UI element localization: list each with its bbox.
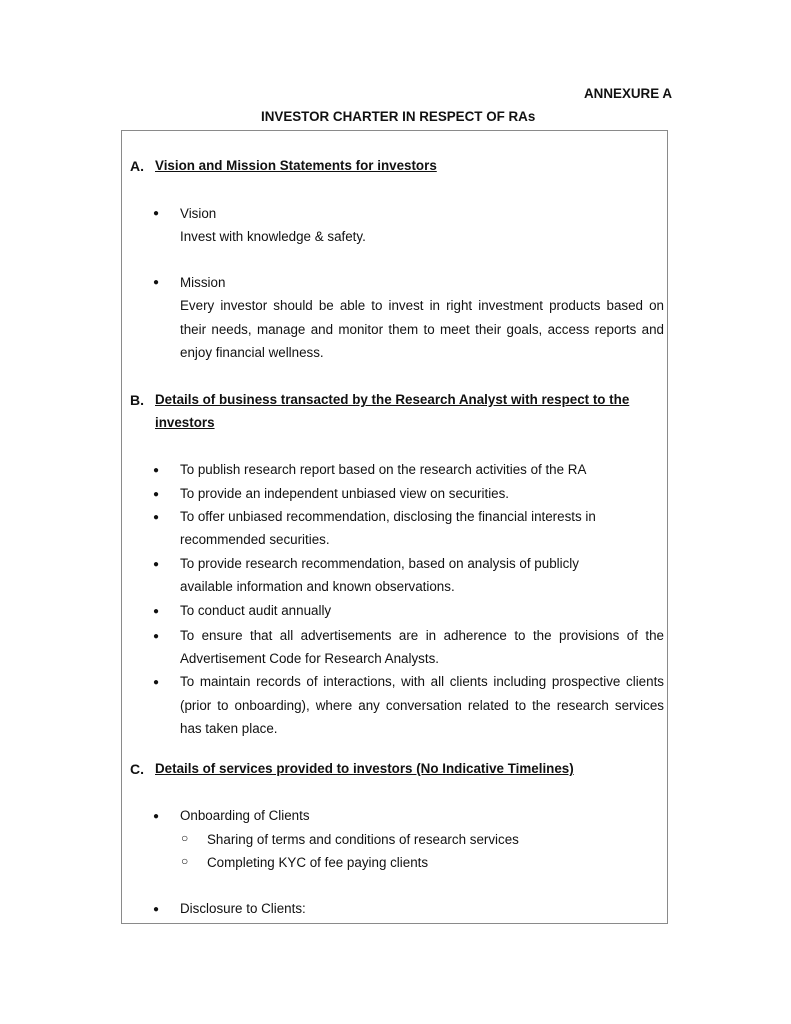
section-c-title: Details of services provided to investors (No Indicative Timelines) [155,761,574,776]
circle-bullet-icon: ○ [181,831,189,845]
section-b-title: investors [155,415,215,430]
charter-title: INVESTOR CHARTER IN RESPECT OF RAs [261,109,536,124]
onboarding-label: Onboarding of Clients [180,808,310,823]
section-a-title: Vision and Mission Statements for investors [155,158,437,173]
list-item: To conduct audit annually [180,603,332,618]
bullet-icon: ● [153,465,160,476]
section-c-letter: C. [130,761,144,777]
bullet-icon: ● [153,208,160,219]
section-b-letter: B. [130,392,144,408]
list-item: To provide research recommendation, based on analysis of publicly [180,556,579,571]
list-item: To publish research report based on the research activities of the RA [180,462,587,477]
bullet-icon: ● [153,811,160,822]
disclosure-label: Disclosure to Clients: [180,901,306,916]
mission-line: Every investor should be able to invest in right investment products based on [180,298,664,313]
bullet-icon: ● [153,512,160,523]
sub-list-item: Completing KYC of fee paying clients [207,855,429,870]
section-a-letter: A. [130,158,144,174]
bullet-icon: ● [153,631,160,642]
bullet-icon: ● [153,559,160,570]
list-item: recommended securities. [180,532,330,547]
list-item: To provide an independent unbiased view on securities. [180,486,510,501]
sub-list-item: Sharing of terms and conditions of research services [207,832,519,847]
bullet-icon: ● [153,606,160,617]
mission-line: enjoy financial wellness. [180,345,324,360]
annexure-label: ANNEXURE A [584,86,673,101]
list-item: has taken place. [180,721,278,736]
list-item: Advertisement Code for Research Analysts. [180,651,440,666]
vision-text: Invest with knowledge & safety. [180,229,366,244]
circle-bullet-icon: ○ [181,854,189,868]
bullet-icon: ● [153,904,160,915]
list-item: To maintain records of interactions, with all clients including prospective clients [180,674,664,689]
list-item: available information and known observations. [180,579,455,594]
list-item: To offer unbiased recommendation, disclosing the financial interests in [180,509,596,524]
mission-label: Mission [180,275,226,290]
bullet-icon: ● [153,489,160,500]
bullet-icon: ● [153,677,160,688]
vision-label: Vision [180,206,217,221]
bullet-icon: ● [153,277,160,288]
list-item: To ensure that all advertisements are in adherence to the provisions of the [180,628,664,643]
list-item: (prior to onboarding), where any conversation related to the research services [180,698,664,713]
charter-frame [121,130,668,924]
section-b-title: Details of business transacted by the Research Analyst with respect to the [155,392,630,407]
mission-line: their needs, manage and monitor them to meet their goals, access reports and [180,322,664,337]
